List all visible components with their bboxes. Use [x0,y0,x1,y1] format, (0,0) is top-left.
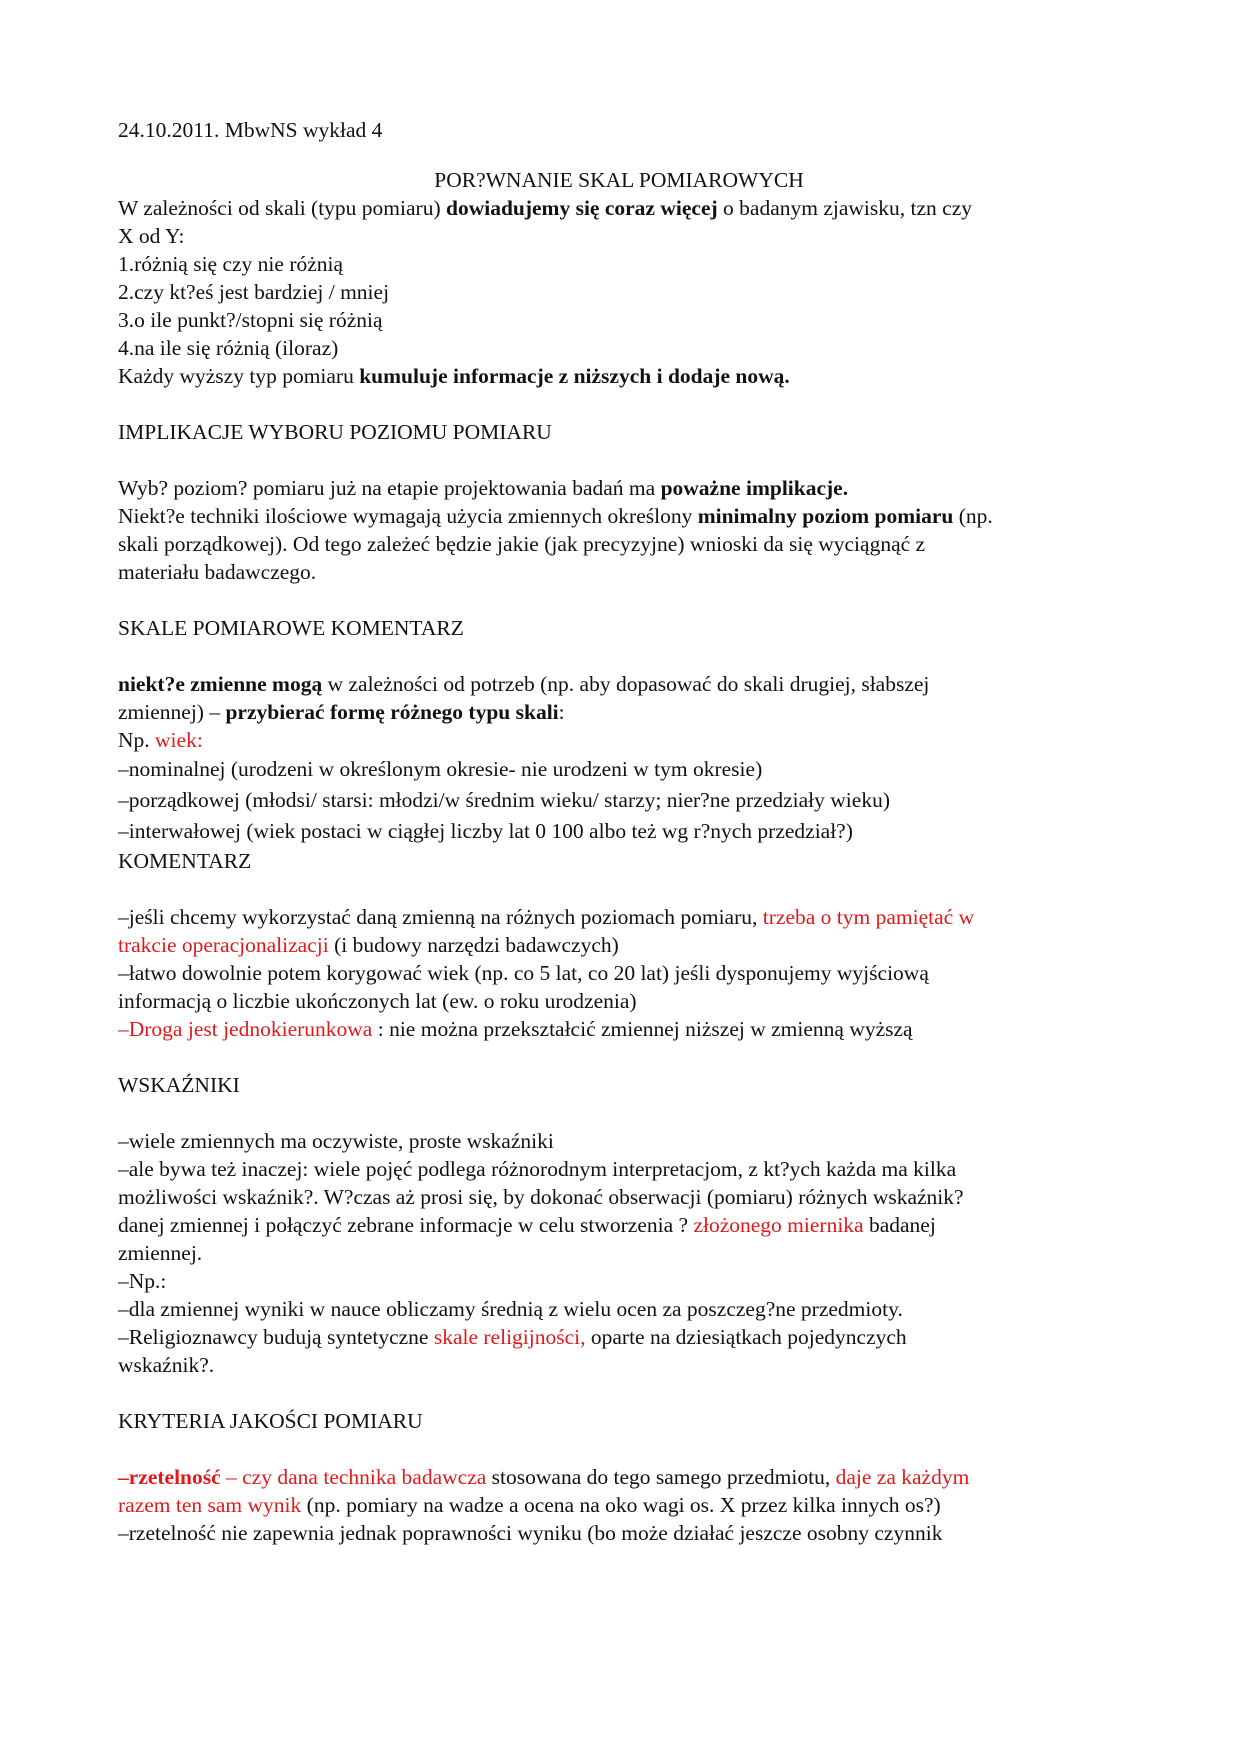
kryteria-red-bold: rzetelność [128,1465,221,1489]
implikacje-bold: minimalny poziom pomiaru [697,504,954,528]
implikacje-line-1 [118,474,1120,502]
kryteria-red: – czy dana technika badawcza [220,1465,487,1489]
comment-red: trzeba o tym pamiętać w [762,905,975,929]
section-title-skale: SKALE POMIAROWE KOMENTARZ [118,616,464,640]
skale-line-2 [118,698,1120,726]
list-item-3: 3.o ile punkt?/stopni się różnią [118,308,383,332]
skale-bold: niekt?e zmienne mogą [118,672,323,696]
section-title-porownanie: POR?WNANIE SKAL POMIAROWYCH [434,168,804,192]
implikacje-line-3: skali porządkowej). Od tego zależeć będzie jakie (jak precyzyjne) wnioski da się wyciągnąć z [118,532,926,556]
kryteria-red-dash: – [118,1465,129,1489]
komentarz-heading: KOMENTARZ [118,849,252,873]
comment-line-1 [118,903,1120,931]
spacer [118,875,1120,903]
example-label: Np. [118,728,156,752]
summary-text: Każdy wyższy typ pomiaru [118,364,360,388]
wskazniki-text: danej zmiennej i połączyć zebrane informacje w celu stworzenia ? [118,1213,694,1237]
spacer [118,1435,1120,1463]
example-line [118,726,1120,754]
skale-bold: przybierać formę różnego typu skali [225,700,559,724]
kryteria-red: daje za każdym [835,1465,970,1489]
bullet-porzadkowej: –porządkowej (młodsi/ starsi: młodzi/w średnim wieku/ starzy; nier?ne przedziały wieku) [118,788,890,812]
wskazniki-line-6: –Np.: [118,1269,167,1293]
spacer [118,1379,1120,1407]
implikacje-line-2 [118,502,1120,530]
section-title-kryteria: KRYTERIA JAKOŚCI POMIARU [118,1409,423,1433]
wskazniki-line-7: –dla zmiennej wyniki w nauce obliczamy średnią z wielu ocen za poszczeg?ne przedmioty. [118,1297,903,1321]
kryteria-line-2 [118,1491,1120,1519]
summary-line [118,362,1120,390]
comment-line-4: informacją o liczbie ukończonych lat (ew. o roku urodzenia) [118,989,637,1013]
intro-bold: dowiadujemy się coraz więcej [445,196,718,220]
intro-text-a: W zależności od skali (typu pomiaru) [118,196,446,220]
intro-text-c: o badanym zjawisku, tzn czy [717,196,972,220]
bullet-interwalowej: –interwałowej (wiek postaci w ciągłej liczby lat 0 100 albo też wg r?nych przedział?) [118,819,853,843]
wskazniki-line-5: zmiennej. [118,1241,203,1265]
list-item-1: 1.różnią się czy nie różnią [118,252,344,276]
wskazniki-text: badanej [863,1213,936,1237]
spacer [118,390,1120,418]
comment-line-3: –łatwo dowolnie potem korygować wiek (np. co 5 lat, co 20 lat) jeśli dysponujemy wyjściową [118,961,929,985]
list-item-2: 2.czy kt?eś jest bardziej / mniej [118,280,390,304]
skale-line-1 [118,670,1120,698]
wskazniki-line-3: możliwości wskaźnik?. W?czas aż prosi się, by dokonać obserwacji (pomiaru) różnych wskaźnik? [118,1185,964,1209]
comment-red: Droga jest jednokierunkowa [128,1017,373,1041]
kryteria-line-3: –rzetelność nie zapewnia jednak poprawności wyniku (bo może działać jeszcze osobny czynnik [118,1521,943,1545]
spacer [118,446,1120,474]
list-item-4: 4.na ile się różnią (iloraz) [118,336,339,360]
comment-line-5 [118,1015,1120,1043]
summary-bold: kumuluje informacje z niższych i dodaje nową. [359,364,790,388]
wskazniki-line-1: –wiele zmiennych ma oczywiste, proste wskaźniki [118,1129,554,1153]
skale-text: zmiennej) – [118,700,226,724]
section-title-implikacje: IMPLIKACJE WYBORU POZIOMU POMIARU [118,420,552,444]
wskazniki-text: oparte na dziesiątkach pojedynczych [585,1325,907,1349]
comment-text: (i budowy narzędzi badawczych) [328,933,619,957]
spacer [118,586,1120,614]
comment-text: : nie można przekształcić zmiennej niższej w zmienną wyższą [372,1017,913,1041]
kryteria-line-1 [118,1463,1120,1491]
kryteria-text: (np. pomiary na wadze a ocena na oko wagi os. X przez kilka innych os?) [301,1493,941,1517]
spacer [118,642,1120,670]
comment-red-dash: – [118,1017,129,1041]
implikacje-text: Niekt?e techniki ilościowe wymagają użycia zmiennych określony [118,504,698,528]
wskazniki-line-2: –ale bywa też inaczej: wiele pojęć podlega różnorodnym interpretacjom, z kt?ych każda ma kilka [118,1157,957,1181]
comment-line-2 [118,931,1120,959]
wskazniki-text: –Religioznawcy budują syntetyczne [118,1325,434,1349]
example-red: wiek: [155,728,203,752]
intro-line-2: X od Y: [118,224,185,248]
wskazniki-line-9: wskaźnik?. [118,1353,215,1377]
dateline: 24.10.2011. MbwNS wykład 4 [118,118,383,142]
comment-red: trakcie operacjonalizacji [118,933,329,957]
comment-text: –jeśli chcemy wykorzystać daną zmienną na różnych poziomach pomiaru, [118,905,763,929]
skale-text: w zależności od potrzeb (np. aby dopasować do skali drugiej, słabszej [322,672,930,696]
wskazniki-red: skale religijności, [433,1325,586,1349]
implikacje-text: (np. [953,504,993,528]
kryteria-text: stosowana do tego samego przedmiotu, [486,1465,836,1489]
implikacje-line-4: materiału badawczego. [118,560,317,584]
intro-line-1 [118,194,1120,222]
wskazniki-line-8 [118,1323,1120,1351]
kryteria-red: razem ten sam wynik [118,1493,302,1517]
bullet-nominalnej: –nominalnej (urodzeni w określonym okresie- nie urodzeni w tym okresie) [118,757,763,781]
skale-text: : [558,700,565,724]
implikacje-bold: poważne implikacje. [660,476,849,500]
spacer [118,1043,1120,1071]
wskazniki-red: złożonego miernika [693,1213,864,1237]
section-title-wskazniki: WSKAŹNIKI [118,1073,240,1097]
spacer [118,1099,1120,1127]
implikacje-text: Wyb? poziom? pomiaru już na etapie projektowania badań ma [118,476,661,500]
wskazniki-line-4 [118,1211,1120,1239]
